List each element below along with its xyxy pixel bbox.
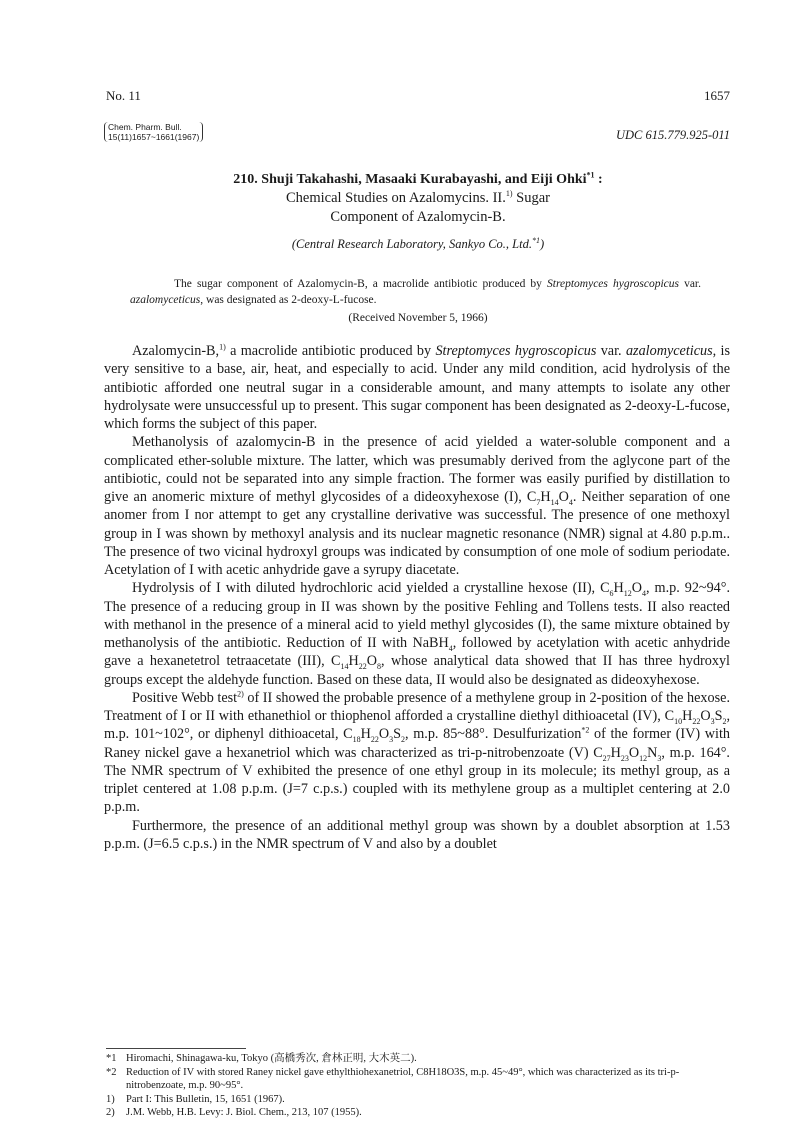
citation-volume: 15(11)1657~1661(1967) (108, 132, 200, 142)
article-body (104, 342, 730, 853)
organism-name: Streptomyces hygroscopicus (547, 278, 679, 290)
page-number: 1657 (704, 88, 730, 103)
subscript: 10 (674, 716, 683, 726)
text: Positive Webb test (132, 689, 238, 706)
citation-line (104, 122, 730, 148)
text: , m.p. 164°. The NMR spectrum of V exhibited the presence of one ethyl group in its molecule; its methyl group, as a triplet centered at 1.08 p.p.m. (J=7 c.p.s.) coupled with its methylene group as a multiplet centering at 2.0 p.p.m. (104, 744, 730, 816)
footnote (106, 1106, 730, 1120)
text: , whose analytical data showed that II has three hydroxyl groups except the aldehyde function. Based on these data, II would also be designated as dideoxyhexose. (104, 653, 730, 688)
subscript: 14 (340, 662, 349, 672)
text: Azalomycin-B, (132, 343, 220, 359)
footnote-divider (106, 1048, 246, 1049)
abstract-text: , was designated as 2-deoxy-L-fucose. (200, 294, 377, 306)
text: , followed by acetylation with acetic anhydride gave a hexanetetrol tetraacetate (III), C (104, 635, 730, 670)
subscript: 8 (377, 662, 382, 672)
journal-citation-box (104, 122, 203, 142)
subscript: 14 (550, 497, 559, 507)
paragraph (104, 579, 730, 689)
text: O (631, 580, 643, 597)
text: , is very sensitive to a base, air, heat, and especially to acid. Under any mild condition, acid hydrolysis of the antibiotic afforded one neutral sugar in a considerable amount, and many attempts to isolate any other hydrolysate were unsuccessful up to present. This sugar component has been designated as 2-deoxy-L-fucose, which forms the subject of this paper. (104, 343, 731, 432)
text: , m.p. 101~102°, or diphenyl dithioacetal, C (104, 708, 730, 743)
footnote (106, 1093, 730, 1107)
ref-mark: 1) (219, 342, 226, 352)
footnote-marker: *1 (106, 1053, 117, 1064)
variety-name: azalomyceticus (130, 294, 201, 306)
text: of the former (IV) with Raney nickel gave a hexanetriol which was characterized as tri-p-nitrobenzoate (V) C (104, 726, 730, 761)
authors: 210. Shuji Takahashi, Masaaki Kurabayashi, and Eiji Ohki (233, 172, 587, 187)
title-part: Sugar (516, 190, 551, 206)
variety-name: azalomyceticus (625, 343, 713, 359)
udc-code: UDC 615.779.925-011 (615, 128, 730, 142)
subscript: 7 (536, 497, 541, 507)
text: O (366, 653, 378, 670)
organism-name: Streptomyces hygroscopicus (435, 343, 597, 359)
text: var. (596, 343, 626, 359)
text: Methanolysis of azalomycin-B in the presence of acid yielded a water-soluble component and a complicated ether-soluble mixture. The latter, which was presumably derived from the aglycone part of the antibiotic, could not be separated into any simple fraction. The former was easily purified by distillation to give an anomeric mixture of methyl glycosides of a dideoxyhexose (I), C (104, 434, 730, 505)
text: H (540, 489, 551, 505)
text: O (628, 744, 640, 761)
text: H (360, 726, 371, 743)
ref-mark: 2) (237, 689, 244, 699)
abstract-text: var. (678, 278, 701, 290)
text: of II showed the probable presence of a methylene group in 2-position of the hexose. Treatment of I or II with ethanethiol or thiophenol afforded a crystalline diethyl dithioacetal (IV), C (104, 689, 730, 724)
text: , m.p. 85~88°. Desulfurization (405, 726, 582, 743)
issue-number: No. 11 (106, 88, 141, 103)
footnote-marker: 1) (106, 1093, 115, 1105)
subscript: 12 (623, 589, 632, 599)
affiliation (106, 237, 730, 252)
subscript: 27 (602, 753, 611, 763)
text: S (714, 708, 723, 724)
text: Furthermore, the presence of an additional methyl group was shown by a doublet absorption at 1.53 p.p.m. (J=6.5 c.p.s.) in the NMR spectrum of V and also by a doublet (104, 817, 730, 852)
footnote-text: Part I: This Bulletin, 15, 1651 (1967). (126, 1093, 285, 1105)
subscript: 3 (710, 716, 715, 726)
title-part: Chemical Studies on Azalomycins. II. (285, 190, 506, 206)
paragraph (104, 689, 730, 817)
text: H (610, 744, 621, 761)
subscript: 12 (639, 753, 648, 763)
text: O (700, 708, 711, 724)
subscript: 18 (352, 735, 361, 745)
affiliation-text: (Central Research Laboratory, Sankyo Co., Ltd. (291, 237, 532, 251)
footnote-marker: *2 (106, 1066, 117, 1078)
text: a macrolide antibiotic produced by (225, 343, 436, 359)
text: Hydrolysis of I with diluted hydrochloric acid yielded a crystalline hexose (II), C (132, 580, 610, 597)
footnote-text: J.M. Webb, H.B. Levy: J. Biol. Chem., 213, 107 (1955). (126, 1107, 362, 1118)
text: H (348, 653, 359, 670)
title-ref-mark: 1) (505, 189, 513, 199)
paragraph (104, 433, 730, 579)
text: O (558, 489, 569, 505)
running-head (106, 88, 730, 106)
subscript: 6 (609, 589, 614, 599)
text: N (647, 744, 658, 761)
subscript: 22 (692, 716, 701, 726)
subscript: 3 (657, 753, 662, 763)
footnote-mark: *2 (581, 725, 590, 735)
subscript: 2 (401, 735, 406, 745)
text: . Neither separation of one anomer from I nor attempt to get any crystalline derivative was successful. The presence of one methoxyl group in I was shown by methoxyl analysis and its nuclear magnetic resonance (NMR) signal at 4.80 p.p.m.. The presence of two vicinal hydroxyl groups was indicated by consumption of one mole of sodium periodate. Acetylation of I with acetic anhydride gave a syrupy diacetate. (104, 489, 730, 578)
subscript: 4 (642, 589, 647, 599)
affiliation-mark: *1 (531, 235, 540, 245)
subscript: 23 (620, 753, 629, 763)
article-title-line (106, 189, 730, 208)
text: H (682, 708, 693, 724)
footnote (106, 1052, 730, 1066)
author-footnote-mark: *1 (586, 170, 595, 180)
citation-journal: Chem. Pharm. Bull. (108, 122, 182, 132)
paragraph (104, 342, 730, 433)
text: O (378, 726, 390, 743)
article-number-authors: 210. Shuji Takahashi, Masaaki Kurabayashi, and Eiji Ohki$^{*1}$ : (233, 170, 603, 187)
subscript: 22 (358, 662, 367, 672)
text: H (613, 580, 624, 597)
subscript: 4 (448, 643, 453, 653)
subscript: 3 (389, 735, 394, 745)
article-title-block (106, 170, 730, 227)
paragraph (104, 817, 730, 854)
text: , m.p. 92~94°. The presence of a reducing group in II was shown by the positive Fehling and Tollens tests. II also reacted with methanol in the presence of a mineral acid to yield methyl glycosides (I), the same mixture obtained by methanolysis of the antibiotic. Reduction of II with NaBH (104, 580, 730, 651)
received-date: (Received November 5, 1966) (348, 312, 488, 324)
footnote-text: Hiromachi, Shinagawa-ku, Tokyo (高橋秀次, 倉林正明, 大木英二). (126, 1053, 417, 1064)
footnote (106, 1066, 730, 1093)
subscript: 2 (722, 716, 727, 726)
affiliation-close: ) (539, 237, 545, 251)
text: S (393, 726, 402, 743)
footnotes (106, 1052, 730, 1120)
subscript: 4 (568, 497, 573, 507)
subscript: 22 (370, 735, 379, 745)
footnote-marker: 2) (106, 1107, 115, 1118)
footnote-text: Reduction of IV with stored Raney nickel gave ethylthiohexanetriol, C8H18O3S, m.p. 45~49°, which was characterized as its tri-p-nitrobenzoate, m.p. 90~95°. (126, 1066, 680, 1091)
abstract-text: The sugar component of Azalomycin-B, a macrolide antibiotic produced by (174, 278, 547, 290)
article-title-line: Component of Azalomycin-B. (330, 209, 506, 225)
abstract (130, 276, 701, 308)
